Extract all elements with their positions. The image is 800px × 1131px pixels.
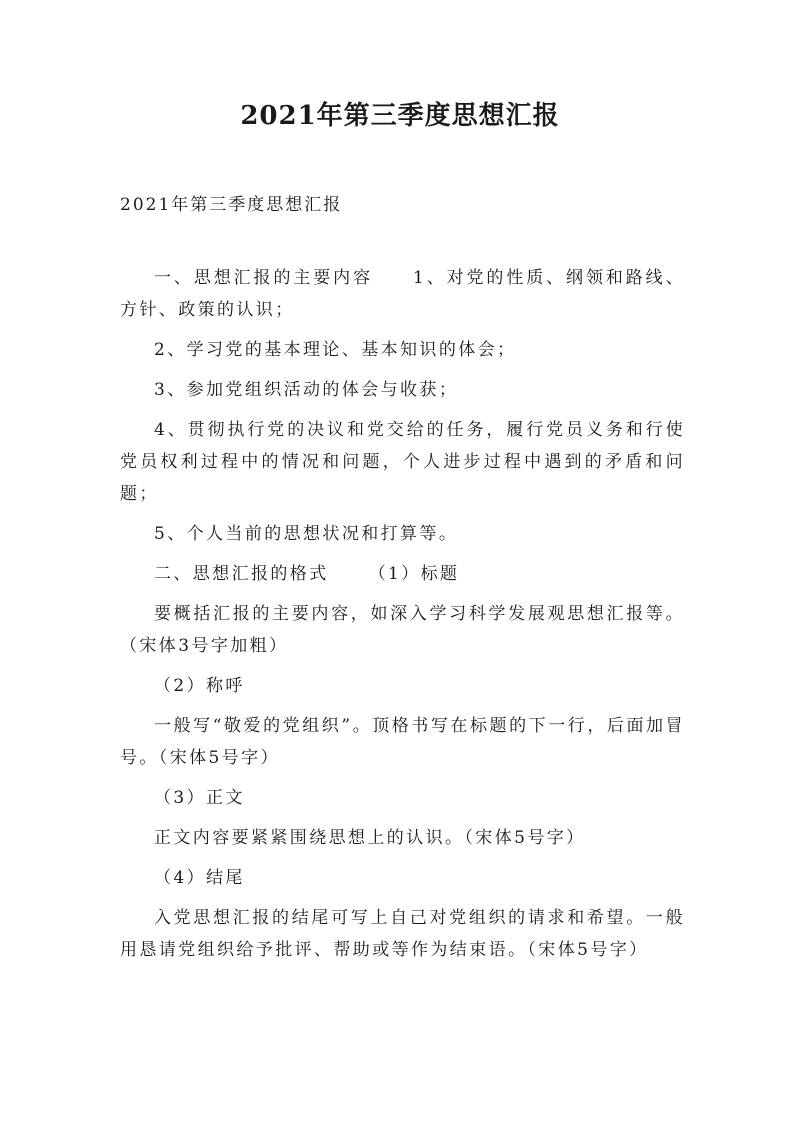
paragraph-6: [120, 558, 685, 590]
paragraph-1: [120, 262, 685, 326]
paragraph-text: 1、对党的性质、纲领和路线、方针、政策的认识；: [120, 268, 685, 320]
subheading-salutation: （2）称呼: [154, 676, 245, 696]
paragraph-5: 5、个人当前的思想状况和打算等。: [154, 524, 459, 544]
section-heading-format: 二、思想汇报的格式: [154, 564, 329, 584]
paragraph-9: 一般写“敬爱的党组织”。顶格书写在标题的下一行，后面加冒号。（宋体5号字）: [120, 716, 685, 768]
document-title: 2021年第三季度思想汇报: [240, 101, 560, 131]
document-body: [120, 262, 685, 974]
paragraph-4: 4、贯彻执行党的决议和党交给的任务，履行党员义务和行使党员权利过程中的情况和问题，个人进步过程中遇到的矛盾和问题；: [120, 420, 685, 504]
paragraph-11: 正文内容要紧紧围绕思想上的认识。（宋体5号字）: [154, 828, 586, 848]
subheading-ending: （4）结尾: [154, 868, 245, 888]
document-subtitle: 2021年第三季度思想汇报: [120, 195, 343, 215]
paragraph-2: 2、学习党的基本理论、基本知识的体会；: [154, 340, 517, 360]
paragraph-13: 入党思想汇报的结尾可写上自己对党组织的请求和希望。一般用恳请党组织给予批评、帮助或等作为结束语。（宋体5号字）: [120, 908, 685, 960]
section-heading-content: 一、思想汇报的主要内容: [154, 268, 373, 288]
subheading-body: （3）正文: [154, 788, 245, 808]
paragraph-7: 要概括汇报的主要内容，如深入学习科学发展观思想汇报等。（宋体3号字加粗）: [120, 604, 685, 656]
subheading-title: （1）标题: [368, 564, 460, 584]
paragraph-3: 3、参加党组织活动的体会与收获；: [154, 380, 459, 400]
